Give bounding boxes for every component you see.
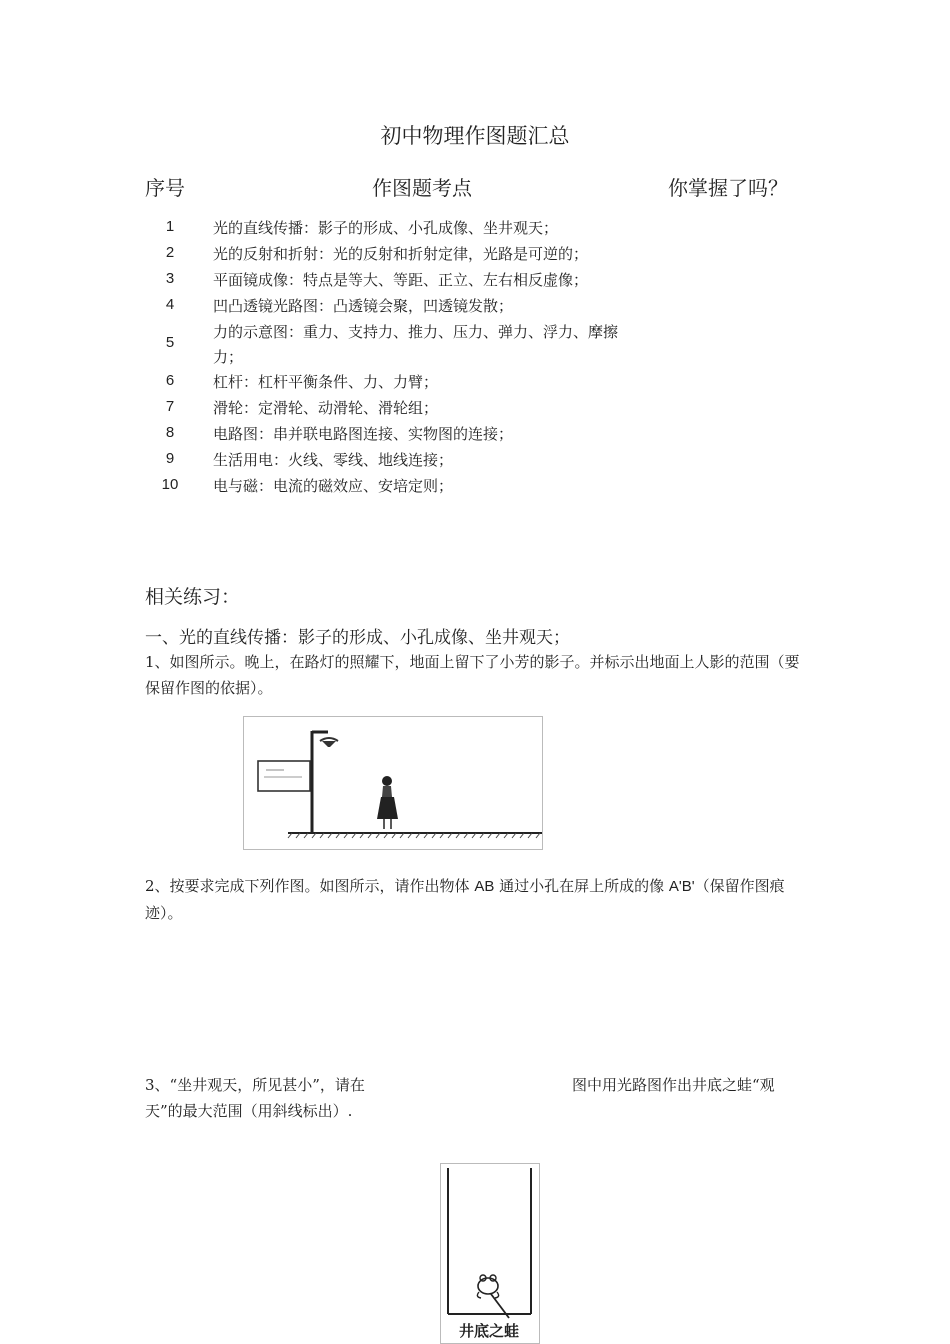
- row-topic: 电与磁：电流的磁效应、安培定则；: [213, 477, 454, 495]
- practice-heading: 相关练习：: [145, 586, 241, 608]
- header-seq: 序号: [145, 176, 185, 200]
- question-3-line2: 天”的最大范围（用斜线标出）.: [145, 1102, 353, 1120]
- section-1-heading: 一、光的直线传播：影子的形成、小孔成像、坐井观天；: [145, 628, 570, 648]
- frog-label: 井底之蛙: [459, 1322, 520, 1340]
- header-mastered: 你掌握了吗？: [668, 176, 788, 200]
- question-3-left: 3、“坐井观天，所见甚小”，请在: [145, 1076, 365, 1094]
- row-number: 1: [165, 218, 175, 235]
- question-2-part2: 通过小孔在屏上所成的像: [499, 877, 665, 895]
- row-topic: 电路图：串并联电路图连接、实物图的连接；: [213, 425, 514, 443]
- row-number: 9: [165, 450, 175, 467]
- row-number: 2: [165, 244, 175, 261]
- question-1: 1、如图所示。晚上，在路灯的照耀下，地面上留下了小芳的影子。并标示出地面上人影的范围（要保留作图的依据）。: [145, 653, 800, 697]
- header-topic: 作图题考点: [372, 176, 472, 200]
- street-lamp-figure: [243, 716, 543, 850]
- row-number: 5: [165, 334, 175, 351]
- row-topic: 滑轮：定滑轮、动滑轮、滑轮组；: [213, 399, 439, 417]
- question-3-right: 图中用光路图作出井底之蛙“观: [572, 1076, 775, 1094]
- row-number: 4: [165, 296, 175, 313]
- frog-well-figure: [440, 1163, 540, 1344]
- row-topic: 凹凸透镜光路图：凸透镜会聚，凹透镜发散；: [213, 297, 514, 315]
- row-topic: 平面镜成像：特点是等大、等距、正立、左右相反虚像；: [213, 271, 589, 289]
- row-number: 7: [165, 398, 175, 415]
- row-number: 10: [161, 476, 179, 493]
- question-2: [145, 873, 810, 926]
- row-topic: 力的示意图：重力、支持力、推力、压力、弹力、浮力、摩擦力；: [213, 323, 619, 366]
- row-topic: 光的反射和折射：光的反射和折射定律，光路是可逆的；: [213, 245, 589, 263]
- question-2-part3: （保留作图痕迹）。: [145, 877, 785, 922]
- object-label-ab: AB: [474, 878, 495, 895]
- row-number: 8: [165, 424, 175, 441]
- row-topic: 光的直线传播：影子的形成、小孔成像、坐井观天；: [213, 219, 559, 237]
- image-label-ab-prime: A'B': [668, 878, 695, 895]
- row-number: 6: [165, 372, 175, 389]
- row-topic: 杠杆：杠杆平衡条件、力、力臂；: [213, 373, 439, 391]
- question-2-part1: 2、按要求完成下列作图。如图所示，请作出物体: [145, 877, 470, 895]
- page-title: 初中物理作图题汇总: [380, 124, 570, 148]
- row-number: 3: [165, 270, 175, 287]
- row-topic: 生活用电：火线、零线、地线连接；: [213, 451, 454, 469]
